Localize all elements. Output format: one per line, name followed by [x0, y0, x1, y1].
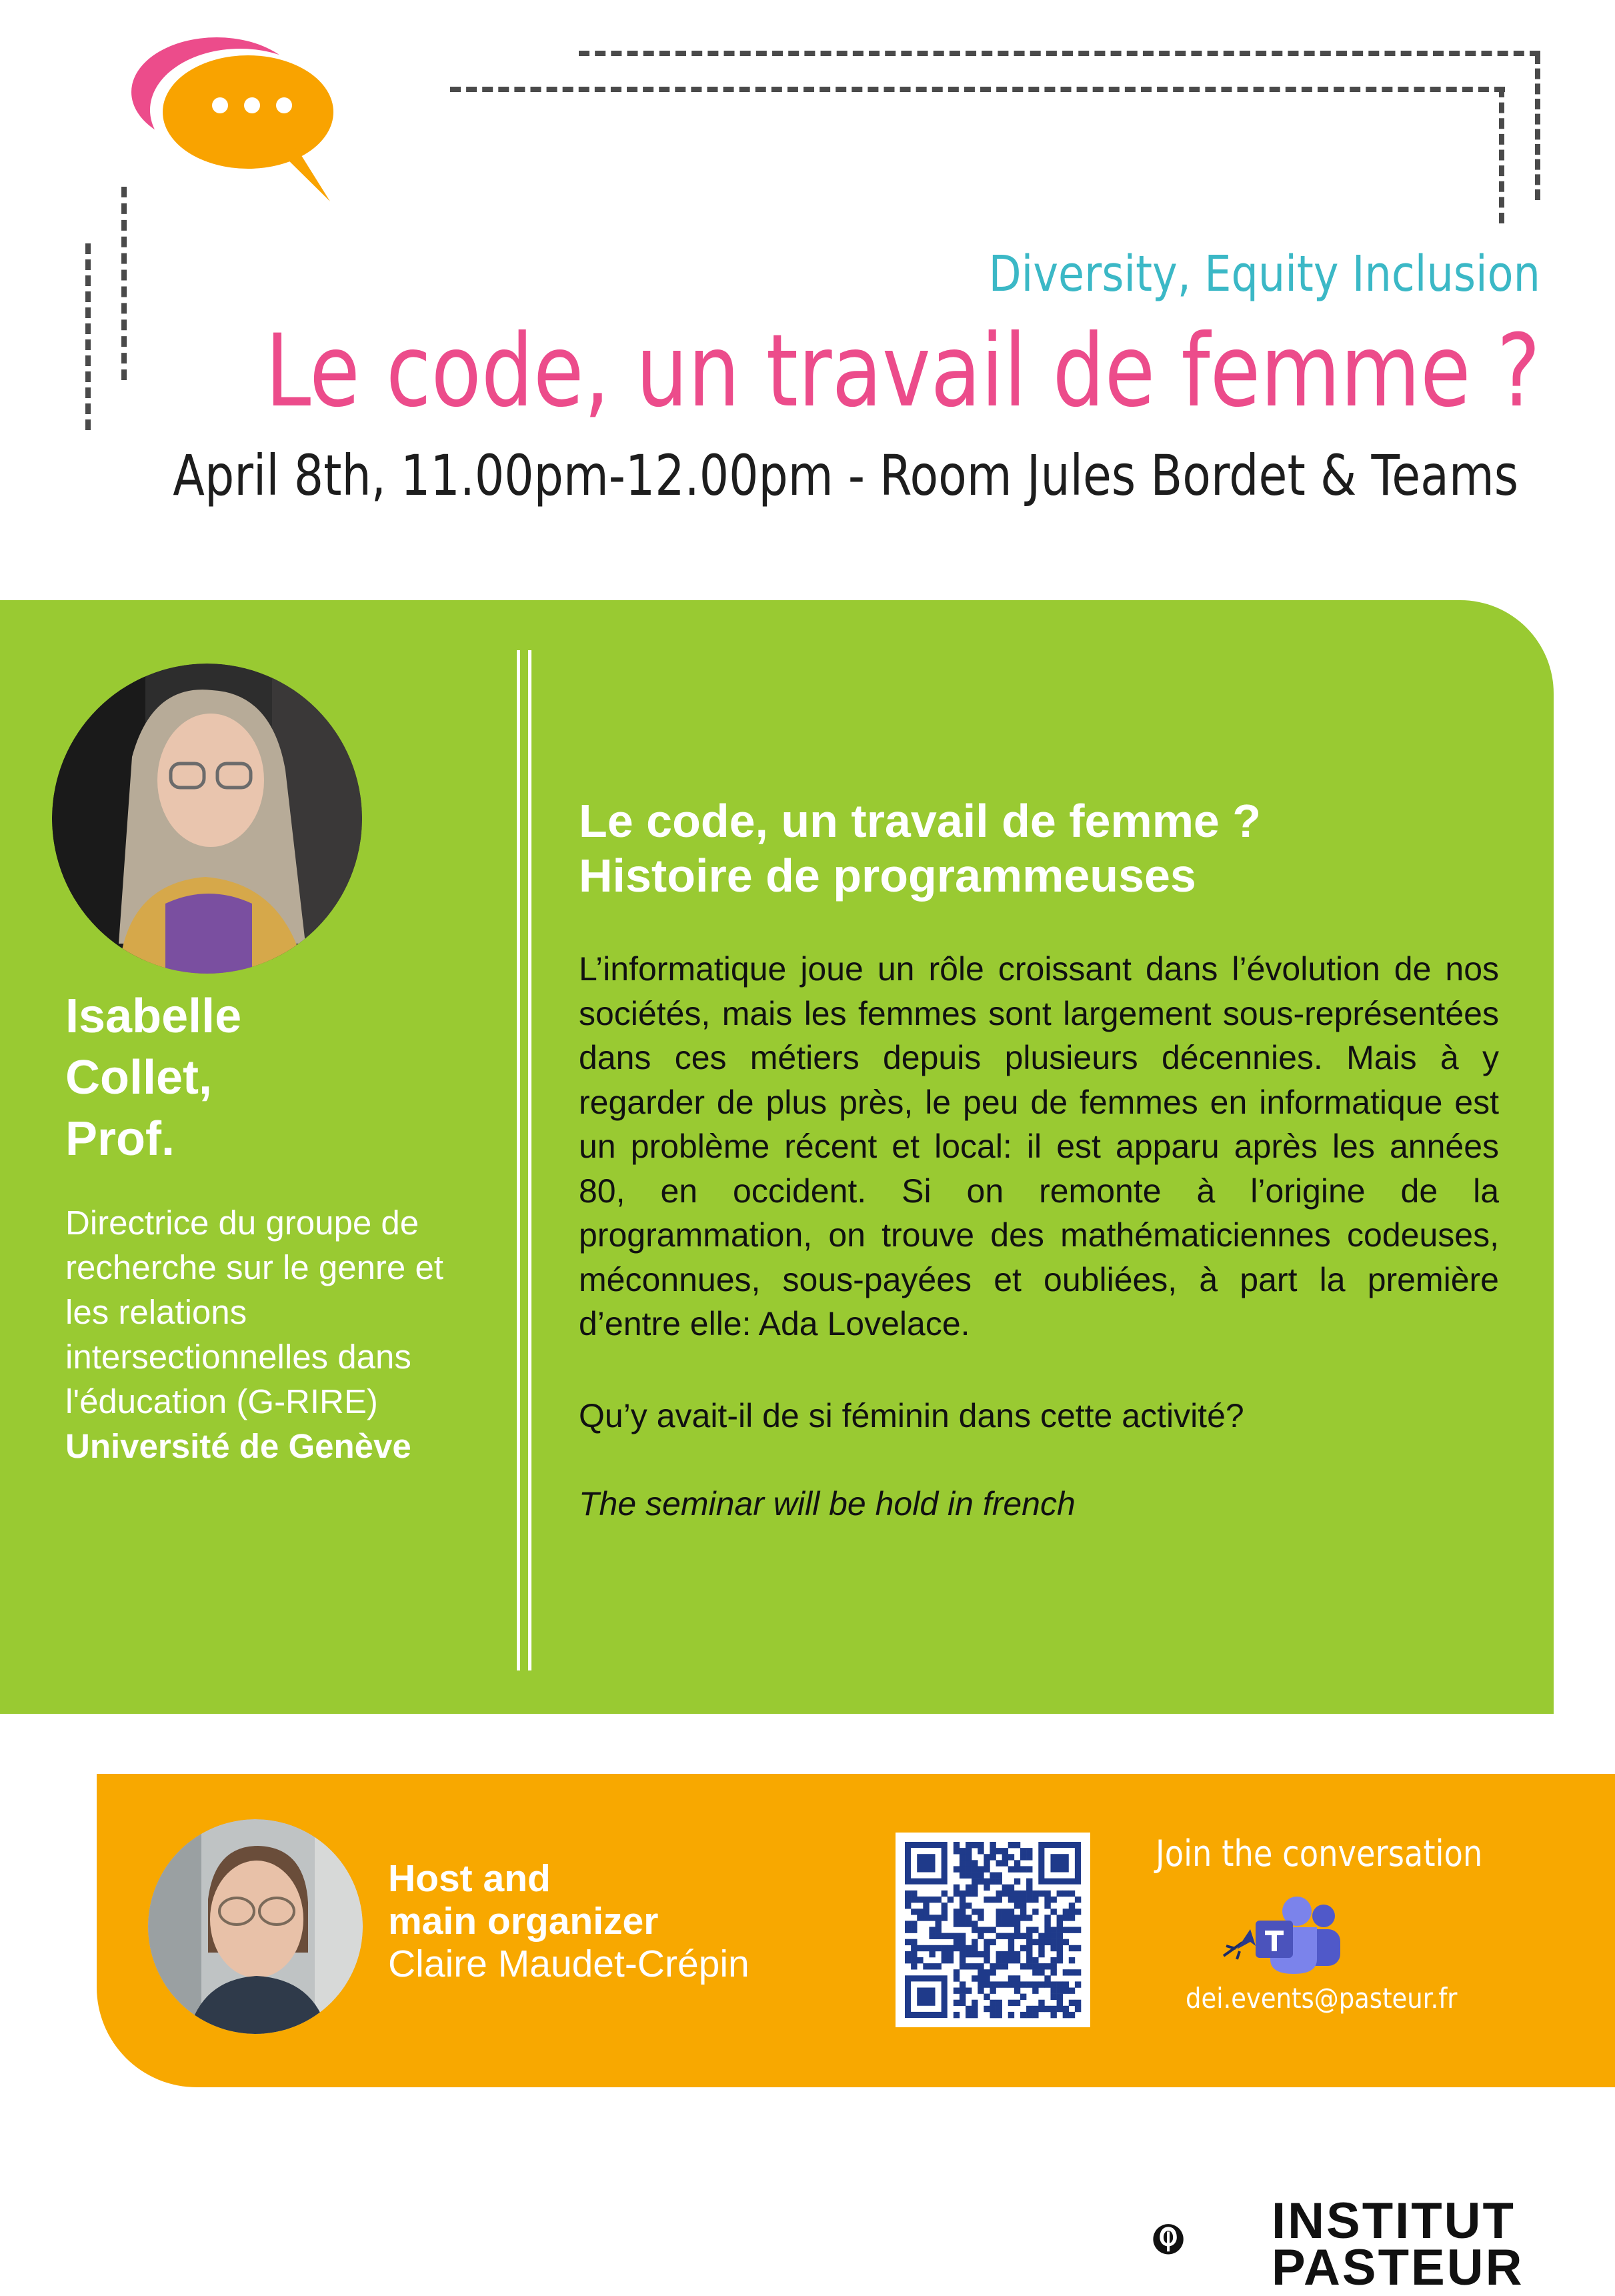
decorative-dashed-line	[450, 87, 1505, 92]
host-name: Claire Maudet-Crépin	[388, 1943, 749, 1985]
speaker-name-line: Isabelle	[65, 990, 242, 1043]
talk-abstract: L’informatique joue un rôle croissant dans l’évolution de nos sociétés, mais les femmes sont largement sous-représentées dans ces métiers depuis plusieurs décennies. Mais à y regarder de plus près, le peu de femmes en informatique est un problème récent et local: il est apparu après les années 80, en occident. Si on remonte à l’origine de la programmation, on trouve des mathématiciennes codeuses, méconnues, sous-payées et oubliées, à part la première d’entre elle: Ada Lovelace.	[579, 950, 1499, 1342]
institut-pasteur-logo	[1152, 2181, 1266, 2294]
speaker-name-line: Prof.	[65, 1112, 175, 1166]
logo-line: PASTEUR	[1272, 2239, 1524, 2296]
speaker-role: Directrice du groupe de recherche sur le genre et les relations intersectionnelles dans l'éducation (G-RIRE)	[65, 1204, 443, 1420]
speech-bubble-icon	[127, 27, 373, 220]
decorative-dashed-line	[121, 187, 127, 380]
page-title: Le code, un travail de femme ?	[265, 313, 1540, 429]
host-label	[388, 1857, 855, 1943]
event-series-subtitle: Diversity, Equity Inclusion	[988, 245, 1540, 303]
decorative-dashed-line	[1499, 87, 1504, 223]
host-label-line: Host and	[388, 1857, 551, 1900]
contact-email[interactable]: dei.events@pasteur.fr	[1186, 1982, 1458, 2015]
language-note: The seminar will be hold in french	[579, 1485, 1076, 1522]
institut-pasteur-wordmark	[1272, 2193, 1524, 2296]
decorative-dashed-line	[85, 243, 91, 430]
logo-line: INSTITUT	[1272, 2193, 1516, 2249]
speaker-name-line: Collet,	[65, 1051, 213, 1104]
speaker-university: Université de Genève	[65, 1427, 411, 1465]
speaker-name	[65, 986, 492, 1170]
speaker-photo	[52, 664, 362, 974]
host-photo	[148, 1819, 363, 2034]
panel-divider	[517, 650, 531, 1670]
join-conversation-label: Join the conversation	[1156, 1833, 1483, 1875]
qr-code-graphic	[896, 1833, 1090, 2027]
decorative-dashed-line	[1535, 53, 1540, 200]
host-label-line: main organizer	[388, 1900, 659, 1943]
qr-code[interactable]	[896, 1833, 1090, 2027]
teams-icon[interactable]	[1217, 1893, 1350, 1979]
talk-title-line: Le code, un travail de femme ?	[579, 795, 1262, 847]
talk-title	[579, 794, 1512, 903]
talk-title-line: Histoire de programmeuses	[579, 850, 1196, 902]
speaker-affiliation	[65, 1200, 492, 1468]
talk-question: Qu’y avait-il de si féminin dans cette activité?	[579, 1397, 1244, 1434]
decorative-dashed-line	[579, 51, 1540, 56]
event-date-location: April 8th, 11.00pm-12.00pm - Room Jules Bordet & Teams	[173, 443, 1518, 508]
